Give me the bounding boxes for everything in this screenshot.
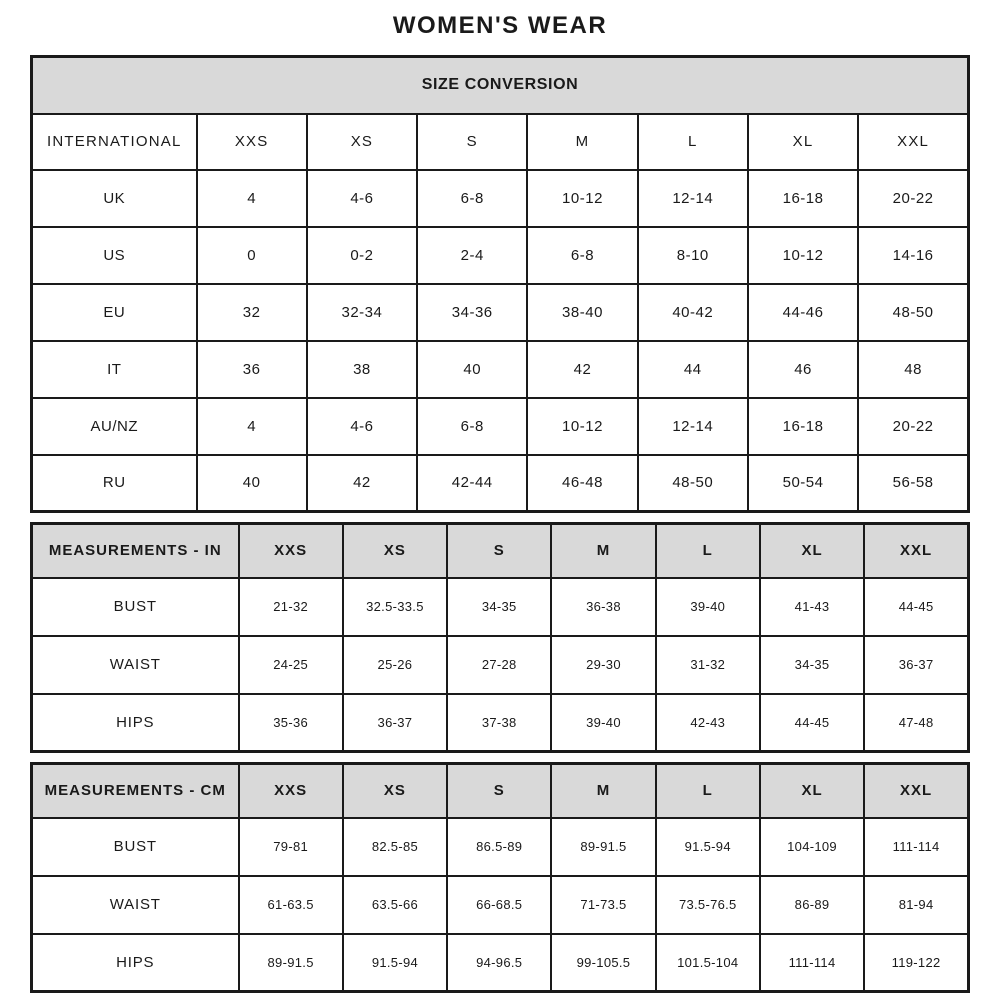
value-cell: 36-37 [343,694,447,752]
value-cell: 111-114 [760,934,864,992]
page-title: WOMEN'S WEAR [392,12,608,39]
value-cell: 73.5-76.5 [656,876,760,934]
value-cell: 38 [307,341,417,398]
value-cell: 39-40 [551,694,655,752]
row-label-cell: HIPS [32,934,239,992]
value-cell: 2-4 [417,227,527,284]
value-cell: 8-10 [638,227,748,284]
value-cell: 94-96.5 [447,934,551,992]
value-cell: 42 [527,341,637,398]
value-cell: 44 [638,341,748,398]
row-label-cell: EU [32,284,197,341]
table-row [32,284,969,341]
size-header-cell: L [656,524,760,578]
value-cell: 81-94 [864,876,968,934]
size-header-cell: XXL [864,524,968,578]
value-cell: 36-38 [551,578,655,636]
value-cell: 40 [417,341,527,398]
size-header-cell: XXS [197,114,307,170]
table-row [32,578,969,636]
value-cell: 12-14 [638,398,748,455]
size-header-cell: XXL [858,114,968,170]
table-row [32,341,969,398]
table-row [32,170,969,227]
table-row [32,694,969,752]
value-cell: 38-40 [527,284,637,341]
table-row [32,876,969,934]
value-cell: 50-54 [748,455,858,512]
size-header-cell: XS [343,524,447,578]
value-cell: 40 [197,455,307,512]
value-cell: 91.5-94 [343,934,447,992]
value-cell: 36 [197,341,307,398]
value-cell: 48-50 [638,455,748,512]
header-label-cell: MEASUREMENTS - CM [32,764,239,818]
value-cell: 41-43 [760,578,864,636]
value-cell: 91.5-94 [656,818,760,876]
value-cell: 37-38 [447,694,551,752]
value-cell: 31-32 [656,636,760,694]
value-cell: 16-18 [748,398,858,455]
value-cell: 6-8 [417,170,527,227]
size-header-cell: S [447,764,551,818]
value-cell: 42-43 [656,694,760,752]
value-cell: 4-6 [307,170,417,227]
value-cell: 32-34 [307,284,417,341]
header-row [32,524,969,578]
value-cell: 82.5-85 [343,818,447,876]
row-label-cell: HIPS [32,694,239,752]
value-cell: 89-91.5 [239,934,343,992]
size-header-cell: S [417,114,527,170]
size-header-cell: M [527,114,637,170]
row-label-cell: WAIST [32,876,239,934]
row-label-cell: UK [32,170,197,227]
value-cell: 56-58 [858,455,968,512]
value-cell: 25-26 [343,636,447,694]
value-cell: 32.5-33.5 [343,578,447,636]
value-cell: 42 [307,455,417,512]
value-cell: 20-22 [858,398,968,455]
table-band-title: SIZE CONVERSION [32,57,969,114]
table-row [32,818,969,876]
value-cell: 34-35 [760,636,864,694]
value-cell: 71-73.5 [551,876,655,934]
value-cell: 16-18 [748,170,858,227]
value-cell: 34-35 [447,578,551,636]
value-cell: 99-105.5 [551,934,655,992]
value-cell: 86.5-89 [447,818,551,876]
value-cell: 63.5-66 [343,876,447,934]
value-cell: 12-14 [638,170,748,227]
value-cell: 46-48 [527,455,637,512]
value-cell: 104-109 [760,818,864,876]
row-label-cell: WAIST [32,636,239,694]
table-row [32,227,969,284]
size-header-cell: M [551,764,655,818]
value-cell: 6-8 [417,398,527,455]
size-header-cell: M [551,524,655,578]
value-cell: 48 [858,341,968,398]
header-label-cell: MEASUREMENTS - IN [32,524,239,578]
value-cell: 119-122 [864,934,968,992]
value-cell: 44-45 [760,694,864,752]
size-conversion-table [30,55,970,513]
row-label-cell: BUST [32,578,239,636]
value-cell: 34-36 [417,284,527,341]
size-header-cell: XL [760,524,864,578]
value-cell: 27-28 [447,636,551,694]
value-cell: 89-91.5 [551,818,655,876]
value-cell: 6-8 [527,227,637,284]
value-cell: 42-44 [417,455,527,512]
value-cell: 32 [197,284,307,341]
table-row [32,398,969,455]
size-header-cell: XXS [239,524,343,578]
value-cell: 21-32 [239,578,343,636]
value-cell: 0-2 [307,227,417,284]
value-cell: 86-89 [760,876,864,934]
row-label-cell: US [32,227,197,284]
size-header-cell: L [656,764,760,818]
value-cell: 44-45 [864,578,968,636]
value-cell: 4-6 [307,398,417,455]
value-cell: 61-63.5 [239,876,343,934]
value-cell: 10-12 [748,227,858,284]
size-header-cell: L [638,114,748,170]
value-cell: 29-30 [551,636,655,694]
value-cell: 4 [197,398,307,455]
value-cell: 24-25 [239,636,343,694]
value-cell: 101.5-104 [656,934,760,992]
header-label-cell: INTERNATIONAL [32,114,197,170]
header-row [32,114,969,170]
value-cell: 46 [748,341,858,398]
value-cell: 10-12 [527,170,637,227]
table-row [32,636,969,694]
value-cell: 40-42 [638,284,748,341]
table-band-row [32,57,969,114]
value-cell: 20-22 [858,170,968,227]
size-header-cell: XXL [864,764,968,818]
value-cell: 4 [197,170,307,227]
value-cell: 79-81 [239,818,343,876]
value-cell: 66-68.5 [447,876,551,934]
table-row [32,455,969,512]
size-header-cell: XXS [239,764,343,818]
row-label-cell: BUST [32,818,239,876]
value-cell: 39-40 [656,578,760,636]
value-cell: 0 [197,227,307,284]
row-label-cell: RU [32,455,197,512]
measurements-in-table [30,522,970,753]
value-cell: 47-48 [864,694,968,752]
size-header-cell: S [447,524,551,578]
value-cell: 44-46 [748,284,858,341]
value-cell: 36-37 [864,636,968,694]
value-cell: 10-12 [527,398,637,455]
table-row [32,934,969,992]
measurements-cm-table [30,762,970,993]
value-cell: 14-16 [858,227,968,284]
size-header-cell: XL [748,114,858,170]
row-label-cell: AU/NZ [32,398,197,455]
row-label-cell: IT [32,341,197,398]
value-cell: 35-36 [239,694,343,752]
size-header-cell: XS [343,764,447,818]
value-cell: 48-50 [858,284,968,341]
size-header-cell: XL [760,764,864,818]
value-cell: 111-114 [864,818,968,876]
header-row [32,764,969,818]
size-header-cell: XS [307,114,417,170]
